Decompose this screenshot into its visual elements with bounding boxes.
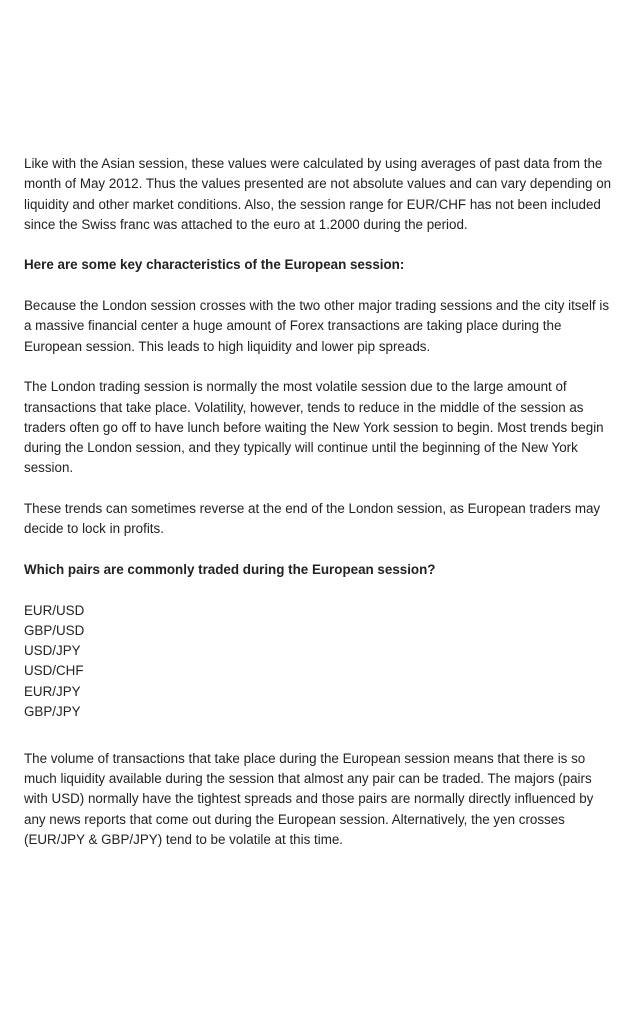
pair-item: USD/CHF [24,663,84,679]
volatility-paragraph: The London trading session is normally the most volatile session due to the large amount of transactions that take place. Volatility, however, tends to reduce in the middle of the session as traders often go off to have lunch before waiting the New York session to begin. Most trends begin during the London session, and they typically will continue until the beginning of the New York session. [24,379,604,476]
pair-item: EUR/USD [24,602,85,618]
pair-item: GBP/USD [24,622,85,638]
trend-reverse-paragraph: These trends can sometimes reverse at the end of the London session, as European traders may decide to lock in profits. [24,501,601,537]
volume-paragraph: The volume of transactions that take place during the European session means that there is so much liquidity available during the session that almost any pair can be traded. The majors (pairs with USD) normally have the tightest spreads and those pairs are normally directly influenced by any news reports that come out during the European session. Alternatively, the yen crosses (EUR/JPY & GBP/JPY) tend to be volatile at this time. [24,750,594,847]
pair-item: GBP/JPY [24,704,81,720]
london-crosses-paragraph: Because the London session crosses with the two other major trading sessions and the city itself is a massive financial center a huge amount of Forex transactions are taking place during the European session. This leads to high liquidity and lower pip spreads. [24,298,610,354]
pair-item: EUR/JPY [24,683,81,699]
pair-item: USD/JPY [24,643,81,659]
document-page [24,154,616,870]
pairs-heading: Which pairs are commonly traded during the European session? [24,561,436,577]
characteristics-heading: Here are some key characteristics of the European session: [24,257,405,273]
intro-paragraph: Like with the Asian session, these values were calculated by using averages of past data from the month of May 2012. Thus the values presented are not absolute values and can vary depending on liquidity and other market conditions. Also, the session range for EUR/CHF has not been included since the Swiss franc was attached to the euro at 1.2000 during the period. [24,156,612,232]
currency-pair-list [24,601,616,723]
